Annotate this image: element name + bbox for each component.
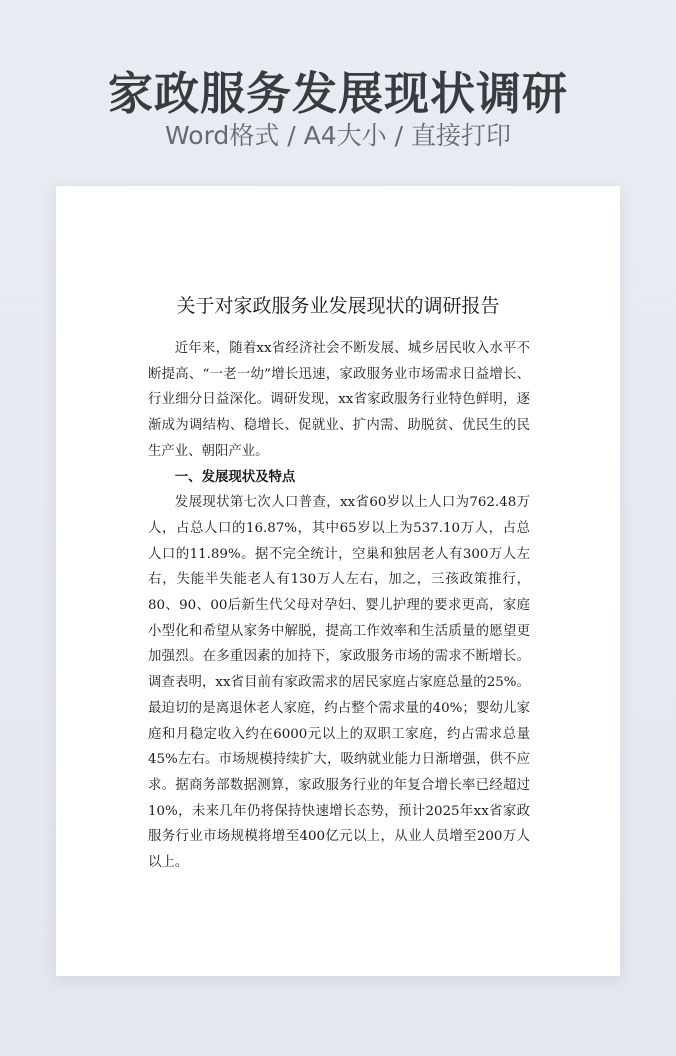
document-page xyxy=(56,186,620,976)
section-heading: 一、发展现状及特点 xyxy=(174,469,296,485)
intro-paragraph: 近年来，随着xx省经济社会不断发展、城乡居民收入水平不断提高、“一老一幼”增长迅速，家政服务业市场需求日益增长、行业细分日益深化。调研发现，xx省家政服务行业特色鲜明，逐渐成为调结构、稳增长、促就业、扩内需、助脱贫、优民生的民生产业、朝阳产业。 xyxy=(148,341,530,459)
banner-subtitle: Word格式 / A4大小 / 直接打印 xyxy=(165,121,511,150)
document-title: 关于对家政服务业发展现状的调研报告 xyxy=(176,295,500,317)
document-body xyxy=(148,336,530,876)
section-paragraph: 发展现状第七次人口普查，xx省60岁以上人口为762.48万人，占总人口的16.87%，其中65岁以上为537.10万人，占总人口的11.89%。据不完全统计，空巢和独居老人有300万人左右，失能半失能老人有130万人左右，加之，三孩政策推行，80、90、00后新生代父母对孕妇、婴儿护理的要求更高，家庭小型化和希望从家务中解脱，提高工作效率和生活质量的愿望更加强烈。在多重因素的加持下，家政服务市场的需求不断增长。调查表明，xx省目前有家政需求的居民家庭占家庭总量的25%。最迫切的是离退休老人家庭，约占整个需求量的40%；婴幼儿家庭和月稳定收入约在6000元以上的双职工家庭，约占需求总量45%左右。市场规模持续扩大，吸纳就业能力日渐增强，供不应求。据商务部数据测算，家政服务行业的年复合增长率已经超过10%，未来几年仍将保持快速增长态势，预计2025年xx省家政服务行业市场规模将增至400亿元以上，从业人员增至200万人以上。 xyxy=(148,495,530,871)
banner xyxy=(0,0,676,180)
banner-title: 家政服务发展现状调研 xyxy=(107,67,568,120)
